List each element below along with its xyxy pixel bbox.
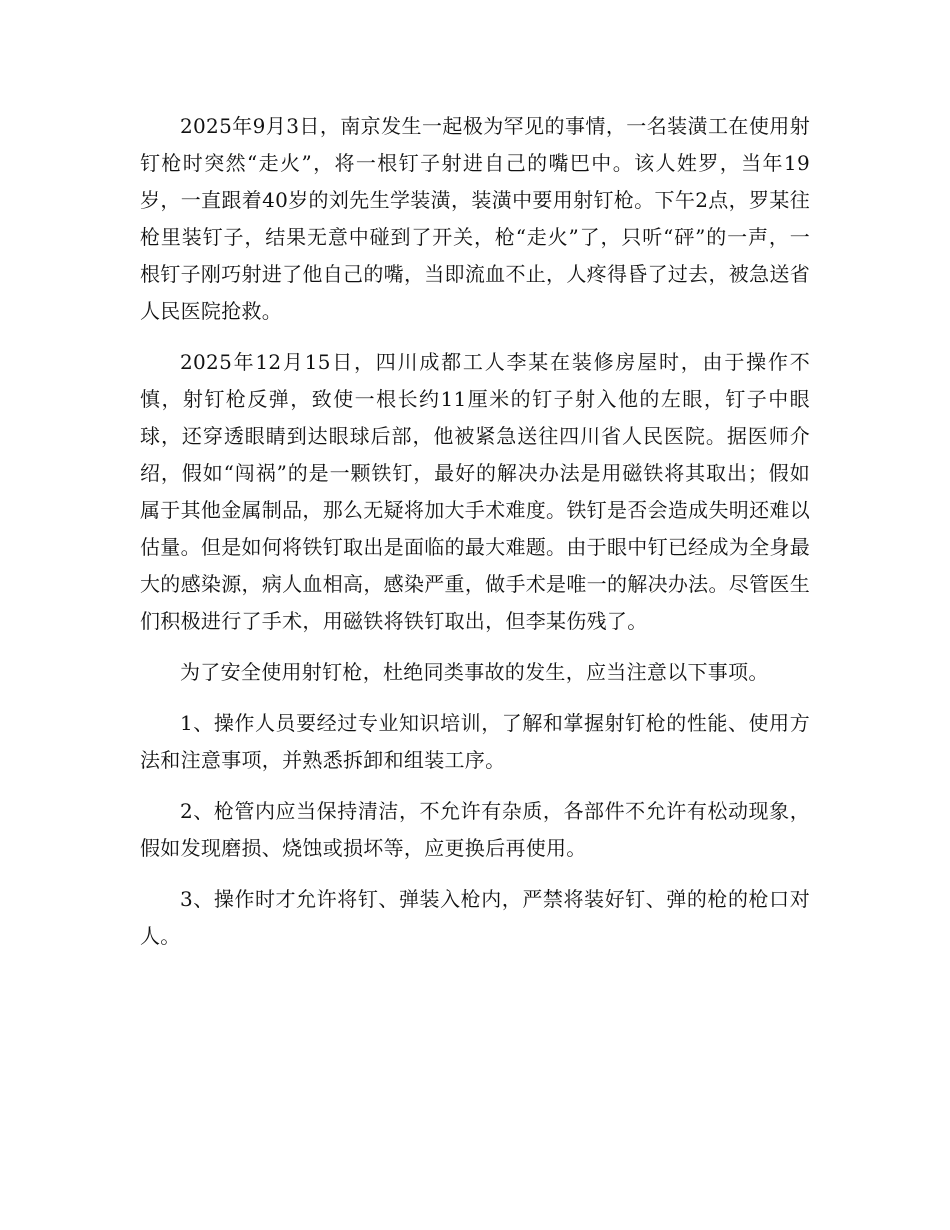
paragraph-safety-intro: 为了安全使用射钉枪，杜绝同类事故的发生，应当注意以下事项。 xyxy=(180,660,769,684)
paragraph-chengdu-incident: 2025年12月15日，四川成都工人李某在装修房屋时，由于操作不慎，射钉枪反弹，致使一根长约11厘米的钉子射入他的左眼，钉子中眼球，还穿透眼睛到达眼球后部，他被紧急送往四川省人民医院。据医师介绍，假如“闯祸”的是一颗铁钉，最好的解决办法是用磁铁将其取出；假如属于其他金属制品，那么无疑将加大手术难度。铁钉是否会造成失明还难以估量。但是如何将铁钉取出是面临的最大难题。由于眼中钉已经成为全身最大的感染源，病人血相高，感染严重，做手术是唯一的解决办法。尽管医生们积极进行了手术，用磁铁将铁钉取出，但李某伤残了。 xyxy=(140,350,810,633)
document-body xyxy=(140,108,810,969)
paragraph-nanjing-incident: 2025年9月3日，南京发生一起极为罕见的事情，一名装潢工在使用射钉枪时突然“走火”，将一根钉子射进自己的嘴巴中。该人姓罗，当年19岁，一直跟着40岁的刘先生学装潢，装潢中要用射钉枪。下午2点，罗某往枪里装钉子，结果无意中碰到了开关，枪“走火”了，只听“砰”的一声，一根钉子刚巧射进了他自己的嘴，当即流血不止，人疼得昏了过去，被急送省人民医院抢救。 xyxy=(140,114,810,323)
paragraph-rule-2: 2、枪管内应当保持清洁，不允许有杂质，各部件不允许有松动现象，假如发现磨损、烧蚀或损坏等，应更换后再使用。 xyxy=(140,799,810,860)
paragraph-rule-3: 3、操作时才允许将钉、弹装入枪内，严禁将装好钉、弹的枪的枪口对人。 xyxy=(140,887,810,948)
paragraph-rule-1: 1、操作人员要经过专业知识培训，了解和掌握射钉枪的性能、使用方法和注意事项，并熟悉拆卸和组装工序。 xyxy=(140,711,810,772)
